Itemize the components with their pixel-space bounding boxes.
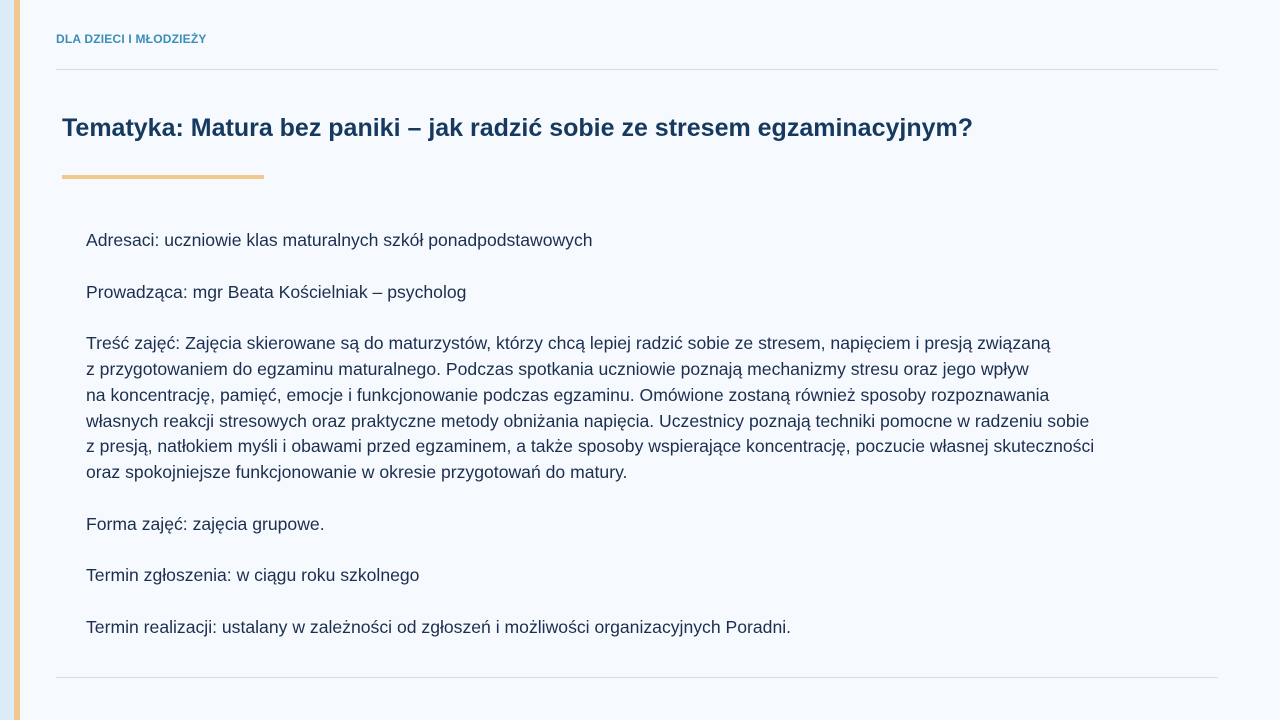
implementation-date-text: Termin realizacji: ustalany w zależności od zgłoszeń i możliwości organizacyjnych Poradni. xyxy=(86,616,792,637)
content-line: z przygotowaniem do egzaminu maturalnego. Podczas spotkania uczniowie poznają mechanizmy stresu oraz jego wpływ xyxy=(86,358,1029,379)
content-line: na koncentrację, pamięć, emocje i funkcjonowanie podczas egzaminu. Omówione zostaną również sposoby rozpoznawania xyxy=(86,384,1050,405)
offer-details xyxy=(86,228,1198,641)
left-edge-accent-stripe xyxy=(14,0,20,720)
application-deadline-text: Termin zgłoszenia: w ciągu roku szkolnego xyxy=(86,565,420,586)
content-line: Treść zajęć: Zajęcia skierowane są do maturzystów, którzy chcą lepiej radzić sobie ze stresem, napięciem i presją związaną xyxy=(86,333,1051,354)
left-edge-light-stripe xyxy=(0,0,14,720)
top-divider xyxy=(56,69,1218,70)
bottom-divider xyxy=(56,677,1218,678)
content-description xyxy=(86,331,1198,486)
title-underline xyxy=(62,175,264,179)
page-title: Tematyka: Matura bez paniki – jak radzić sobie ze stresem egzaminacyjnym? xyxy=(62,114,974,142)
form-text: Forma zajęć: zajęcia grupowe. xyxy=(86,513,325,534)
content-line: z presją, natłokiem myśli i obawami przed egzaminem, a także sposoby wspierające koncentrację, poczucie własnej skuteczności xyxy=(86,436,1095,457)
leader-text: Prowadząca: mgr Beata Kościelniak – psycholog xyxy=(86,281,467,302)
recipients-text: Adresaci: uczniowie klas maturalnych szkół ponadpodstawowych xyxy=(86,230,593,250)
category-label: DLA DZIECI I MŁODZIEŻY xyxy=(56,32,207,46)
content-line: własnych reakcji stresowych oraz praktyczne metody obniżania napięcia. Uczestnicy poznają techniki pomocne w radzeniu sobie xyxy=(86,410,1090,431)
content-line: oraz spokojniejsze funkcjonowanie w okresie przygotowań do matury. xyxy=(86,462,628,483)
